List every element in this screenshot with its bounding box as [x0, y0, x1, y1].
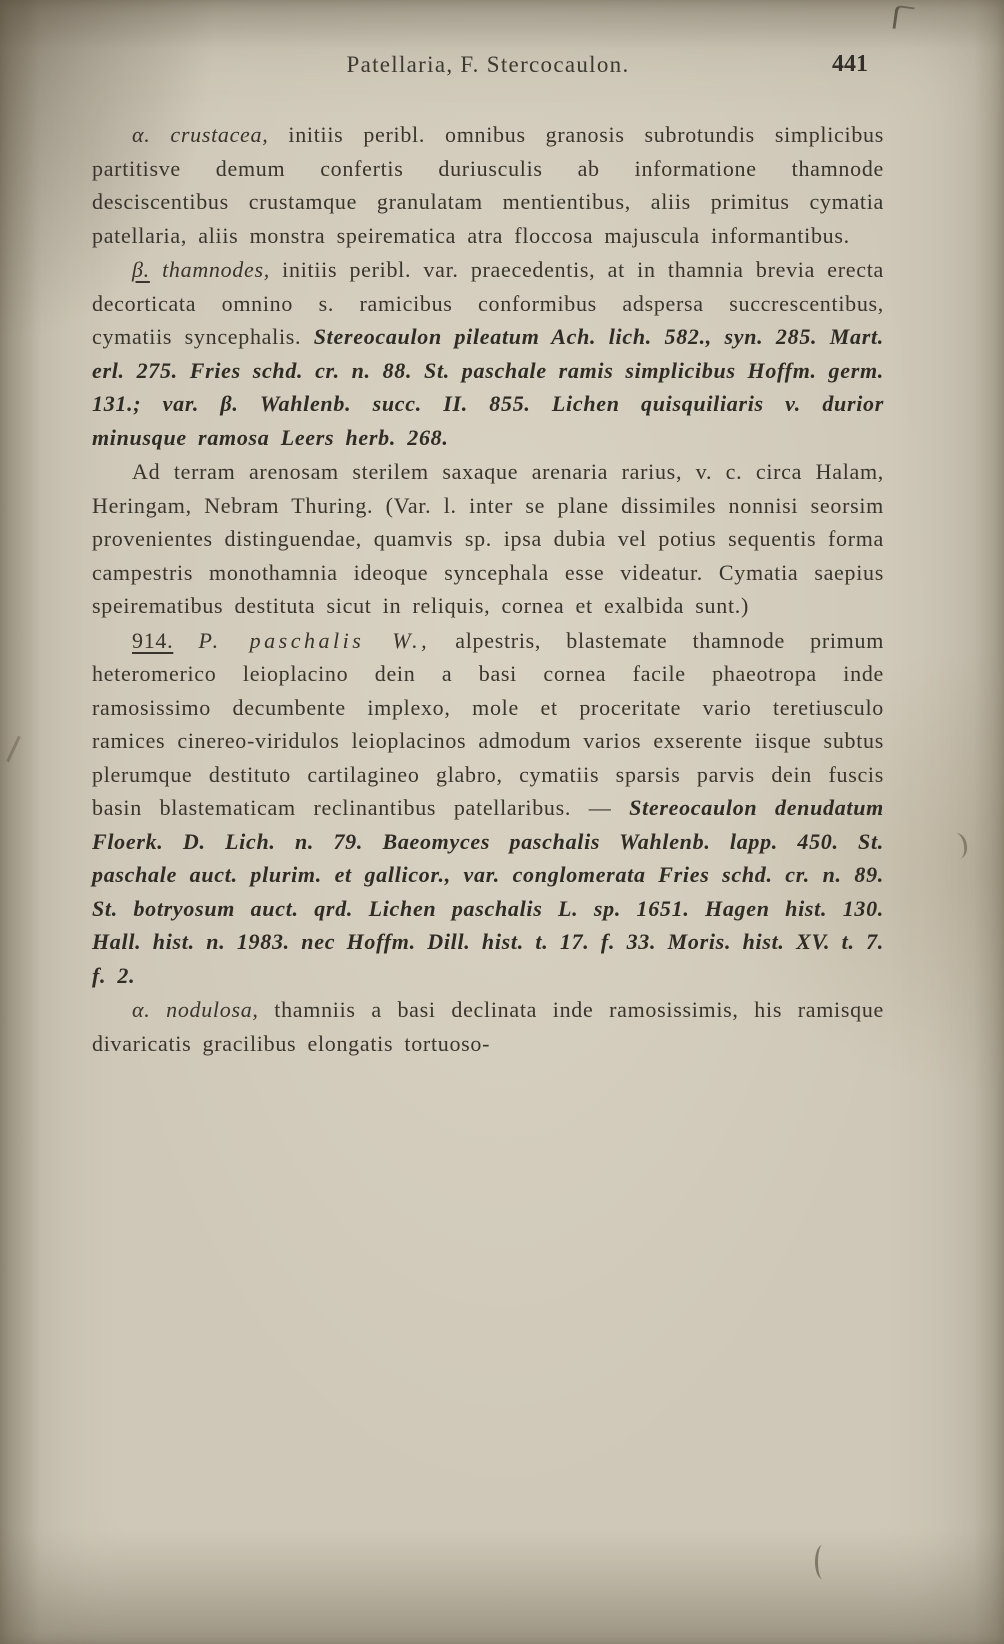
ink-mark-bottom	[815, 1545, 830, 1579]
text-segment: α. nodulosa,	[132, 997, 259, 1022]
paragraph-var-beta-thamnodes	[92, 253, 884, 454]
text-segment: β.	[132, 257, 150, 282]
text-segment: Ad terram arenosam sterilem saxaque arenaria rarius, v. c. circa Halam, Heringam, Nebram Thuring. (Var. l. inter se plane dissimiles nonnisi seorsim provenientes distinguendae, quamvis sp. ipsa dubia vel potius sequentis forma campestris monothamnia ideoque syncephala esse videatur. Cymatia saepius speirematibus destituta sicut in reliquis, cornea et exalbida sunt.)	[92, 459, 884, 618]
text-block	[92, 118, 884, 1061]
text-segment: Stereocaulon denudatum Floerk. D. Lich. n. 79. Baeomyces paschalis Wahlenb. lapp. 450. St. paschale auct. plurim. et gallicor., var. conglomerata Fries schd. cr. n. 89. St. botryosum auct. qrd. Lichen paschalis L. sp. 1651. Hagen hist. 130. Hall. hist. n. 1983. nec Hoffm. Dill. hist. t. 17. f. 33. Moris. hist. XV. t. 7. f. 2.	[92, 795, 884, 988]
paragraph-var-alpha-nodulosa	[92, 993, 884, 1060]
text-segment: initiis peribl. var. praecedentis, at in thamnia brevia erecta decorticata omnino s. ramicibus conformibus adspersa succrescentibus, cymatiis syncephalis.	[92, 257, 885, 349]
text-segment: initiis peribl. omnibus granosis subrotundis simplicibus partitisve demum confertis duriusculis ab informatione thamnode desciscentibus crustamque granulatam mentientibus, aliis primitus cymatia patellaria, aliis monstra speirematica atra floccosa majuscula informantibus.	[92, 122, 884, 248]
ink-mark-top-right	[892, 5, 914, 31]
text-segment: thamniis a basi declinata inde ramosissimis, his ramisque divaricatis gracilibus elongatis tortuoso-	[92, 997, 884, 1056]
paragraph-habitat-note	[92, 455, 884, 623]
text-segment: P. paschalis W.,	[198, 627, 431, 653]
text-segment: α. crustacea,	[132, 122, 269, 147]
text-segment: alpestris, blastemate thamnode primum heteromerico leioplacino dein a basi cornea facile phaeotropa inde ramosissimo decumbente implexo, mole et proceritate vario teretiusculo ramices cinereo-viridulos leioplacinos admodum varios exserente iisque subtus plerumque destituto cartilagineo glabro, cymatiis sparsis parvis dein fuscis basin blastematicam reclinantibus patellaribus. —	[92, 627, 885, 820]
paragraph-species-914-paschalis	[92, 624, 884, 993]
text-segment: thamnodes,	[149, 257, 270, 282]
paragraph-var-alpha-crustacea	[92, 118, 884, 252]
page-header	[92, 52, 884, 78]
scratch-mark-left-edge	[6, 736, 21, 763]
page-number: 441	[832, 51, 868, 77]
text-segment: 914.	[132, 627, 174, 653]
text-segment	[173, 628, 198, 653]
running-title: Patellaria, F. Stercocaulon.	[346, 52, 630, 77]
ink-mark-right-margin	[946, 832, 969, 861]
text-segment: Stereocaulon pileatum Ach. lich. 582., syn. 285. Mart. erl. 275. Fries schd. cr. n. 88. St. paschale ramis simplicibus Hoffm. germ. 131.; var. β. Wahlenb. succ. II. 855. Lichen quisquiliaris v. durior minusque ramosa Leers herb. 268.	[92, 324, 884, 450]
